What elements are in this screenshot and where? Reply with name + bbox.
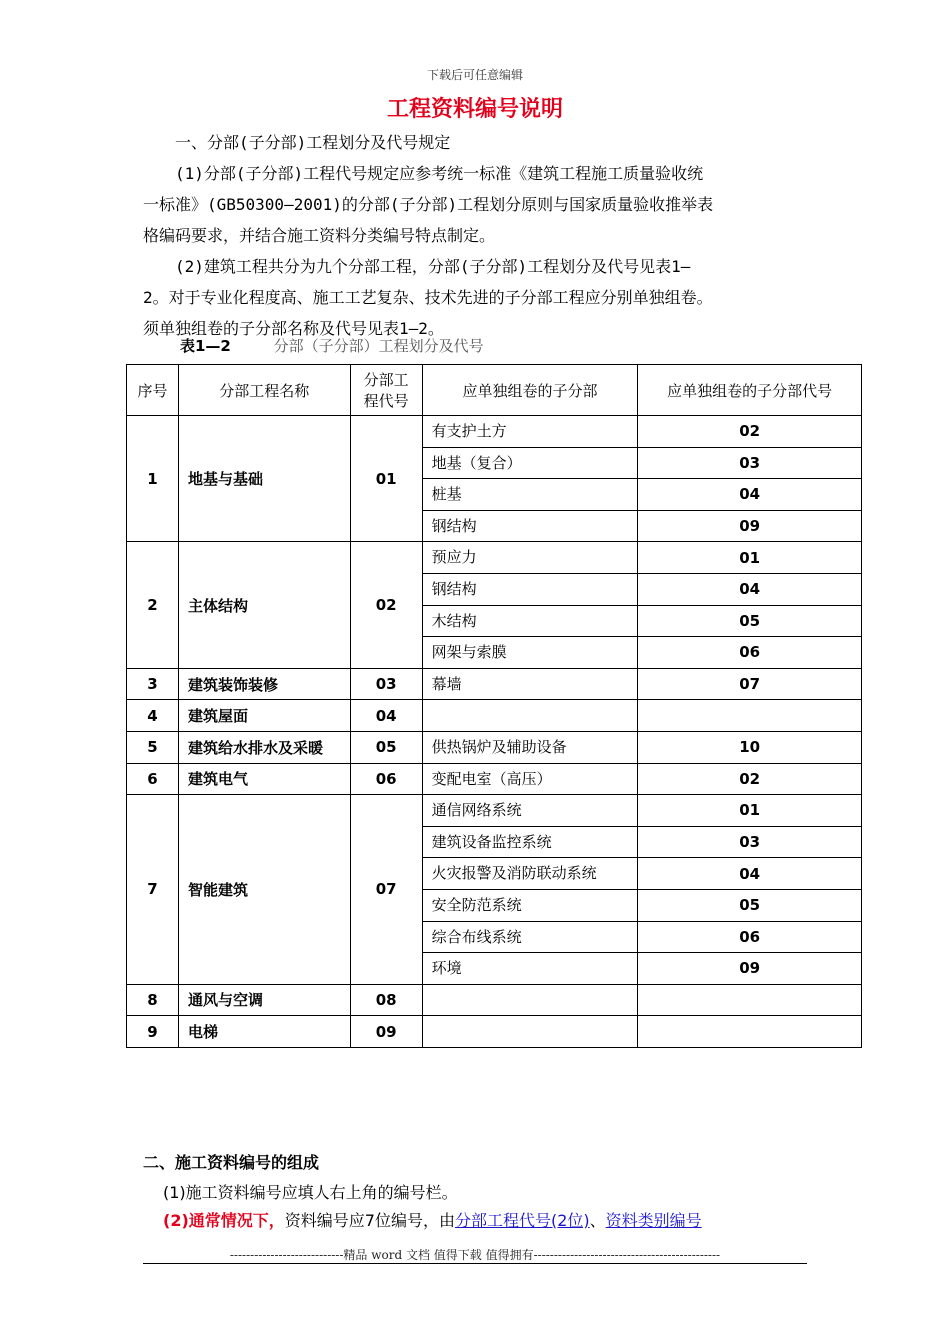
row-subdivision-code: 07 [638, 668, 862, 700]
row-subdivision-name [422, 1016, 638, 1048]
section1-heading: 一、分部(子分部)工程划分及代号规定 [175, 133, 451, 152]
row-seq: 3 [127, 668, 179, 700]
section2-line2 [163, 1208, 702, 1231]
row-division-name: 建筑装饰装修 [178, 668, 350, 700]
p2-line3: 须单独组卷的子分部名称及代号见表1—2。 [143, 319, 444, 338]
division-code-link[interactable]: 分部工程代号(2位) [454, 1211, 590, 1230]
header-seq: 序号 [127, 365, 179, 416]
row-division-code: 07 [350, 795, 422, 985]
row-seq: 2 [127, 542, 179, 668]
row-subdivision-code: 10 [638, 731, 862, 763]
row-subdivision-name: 变配电室（高压） [422, 763, 638, 795]
category-code-link[interactable]: 资料类别编号 [605, 1211, 702, 1230]
row-subdivision-name: 钢结构 [422, 573, 638, 605]
page-title: 工程资料编号说明 [386, 97, 563, 122]
p1-line2: 一标准》(GB50300—2001)的分部(子分部)工程划分原则与国家质量验收推举表 [143, 195, 714, 214]
p2-line2: 2。对于专业化程度高、施工工艺复杂、技术先进的子分部工程应分别单独组卷。 [143, 288, 713, 307]
row-subdivision-code: 06 [638, 921, 862, 953]
header-code-line1: 分部工 [363, 371, 409, 389]
footer-divider [143, 1263, 807, 1264]
table-row [127, 1016, 862, 1048]
row-seq: 8 [127, 984, 179, 1016]
row-subdivision-name: 安全防范系统 [422, 889, 638, 921]
row-subdivision-code: 09 [638, 510, 862, 542]
table-header-row [127, 365, 862, 416]
table-row [127, 984, 862, 1016]
section2-heading: 二、施工资料编号的组成 [143, 1153, 320, 1172]
row-subdivision-name: 地基（复合） [422, 447, 638, 479]
table-caption-text: 分部（子分部）工程划分及代号 [273, 337, 484, 355]
row-subdivision-code: 05 [638, 889, 862, 921]
row-division-code: 03 [350, 668, 422, 700]
row-division-code: 06 [350, 763, 422, 795]
section2-line2-sep: 、 [589, 1211, 606, 1230]
header-sub: 应单独组卷的子分部 [422, 365, 638, 416]
row-seq: 6 [127, 763, 179, 795]
row-subdivision-code: 04 [638, 479, 862, 511]
row-subdivision-name: 木结构 [422, 605, 638, 637]
row-division-name: 建筑屋面 [178, 700, 350, 732]
row-subdivision-code: 06 [638, 637, 862, 669]
table-row [127, 763, 862, 795]
division-code-table [126, 364, 862, 1048]
row-subdivision-code: 09 [638, 953, 862, 985]
row-subdivision-code [638, 700, 862, 732]
row-division-code: 02 [350, 542, 422, 668]
row-seq: 9 [127, 1016, 179, 1048]
p1-line3: 格编码要求，并结合施工资料分类编号特点制定。 [143, 226, 496, 245]
row-subdivision-name [422, 700, 638, 732]
table-row [127, 700, 862, 732]
table-row [127, 416, 862, 448]
row-subdivision-name: 环境 [422, 953, 638, 985]
row-division-name: 通风与空调 [178, 984, 350, 1016]
row-subdivision-name: 钢结构 [422, 510, 638, 542]
row-division-code: 04 [350, 700, 422, 732]
row-division-name: 地基与基础 [178, 416, 350, 542]
section1-block [143, 127, 823, 344]
row-division-code: 05 [350, 731, 422, 763]
row-subdivision-name [422, 984, 638, 1016]
row-subdivision-code: 03 [638, 447, 862, 479]
row-subdivision-name: 综合布线系统 [422, 921, 638, 953]
row-subdivision-code: 01 [638, 795, 862, 827]
section2-line2-red: (2)通常情况下， [163, 1211, 285, 1230]
row-subdivision-name: 桩基 [422, 479, 638, 511]
row-subdivision-name: 预应力 [422, 542, 638, 574]
row-subdivision-name: 有支护土方 [422, 416, 638, 448]
header-code-line2: 程代号 [363, 392, 409, 410]
row-seq: 7 [127, 795, 179, 985]
table-number: 表1—2 [180, 337, 231, 355]
row-subdivision-code: 03 [638, 826, 862, 858]
footer-note: ----------------------------精品 word 文档 值得下载 值得拥有---------------------------------------------- [229, 1248, 721, 1262]
row-division-code: 01 [350, 416, 422, 542]
row-subdivision-code [638, 1016, 862, 1048]
header-note: 下载后可任意编辑 [426, 68, 523, 82]
header-subcode: 应单独组卷的子分部代号 [638, 365, 862, 416]
row-subdivision-name: 通信网络系统 [422, 795, 638, 827]
row-division-name: 建筑电气 [178, 763, 350, 795]
row-subdivision-name: 供热锅炉及辅助设备 [422, 731, 638, 763]
row-subdivision-code: 05 [638, 605, 862, 637]
row-division-code: 09 [350, 1016, 422, 1048]
table-row [127, 668, 862, 700]
row-subdivision-name: 建筑设备监控系统 [422, 826, 638, 858]
row-seq: 4 [127, 700, 179, 732]
row-subdivision-name: 幕墙 [422, 668, 638, 700]
table-row [127, 731, 862, 763]
p1-line1: (1)分部(子分部)工程代号规定应参考统一标准《建筑工程施工质量验收统 [175, 164, 704, 183]
row-subdivision-code [638, 984, 862, 1016]
header-name: 分部工程名称 [178, 365, 350, 416]
section2-line2-text: 资料编号应7位编号，由 [284, 1211, 455, 1230]
row-division-name: 主体结构 [178, 542, 350, 668]
row-subdivision-name: 火灾报警及消防联动系统 [422, 858, 638, 890]
row-subdivision-code: 04 [638, 573, 862, 605]
row-division-name: 建筑给水排水及采暖 [178, 731, 350, 763]
row-subdivision-code: 02 [638, 416, 862, 448]
row-seq: 1 [127, 416, 179, 542]
section2-line1: (1)施工资料编号应填人右上角的编号栏。 [163, 1183, 458, 1202]
row-seq: 5 [127, 731, 179, 763]
table-caption [180, 335, 484, 356]
row-division-code: 08 [350, 984, 422, 1016]
row-subdivision-code: 04 [638, 858, 862, 890]
table-row [127, 542, 862, 574]
row-division-name: 智能建筑 [178, 795, 350, 985]
p2-line1: (2)建筑工程共分为九个分部工程，分部(子分部)工程划分及代号见表1— [175, 257, 691, 276]
table-body [127, 416, 862, 1048]
row-subdivision-name: 网架与索膜 [422, 637, 638, 669]
row-subdivision-code: 02 [638, 763, 862, 795]
row-division-name: 电梯 [178, 1016, 350, 1048]
header-code [350, 365, 422, 416]
row-subdivision-code: 01 [638, 542, 862, 574]
table-row [127, 795, 862, 827]
